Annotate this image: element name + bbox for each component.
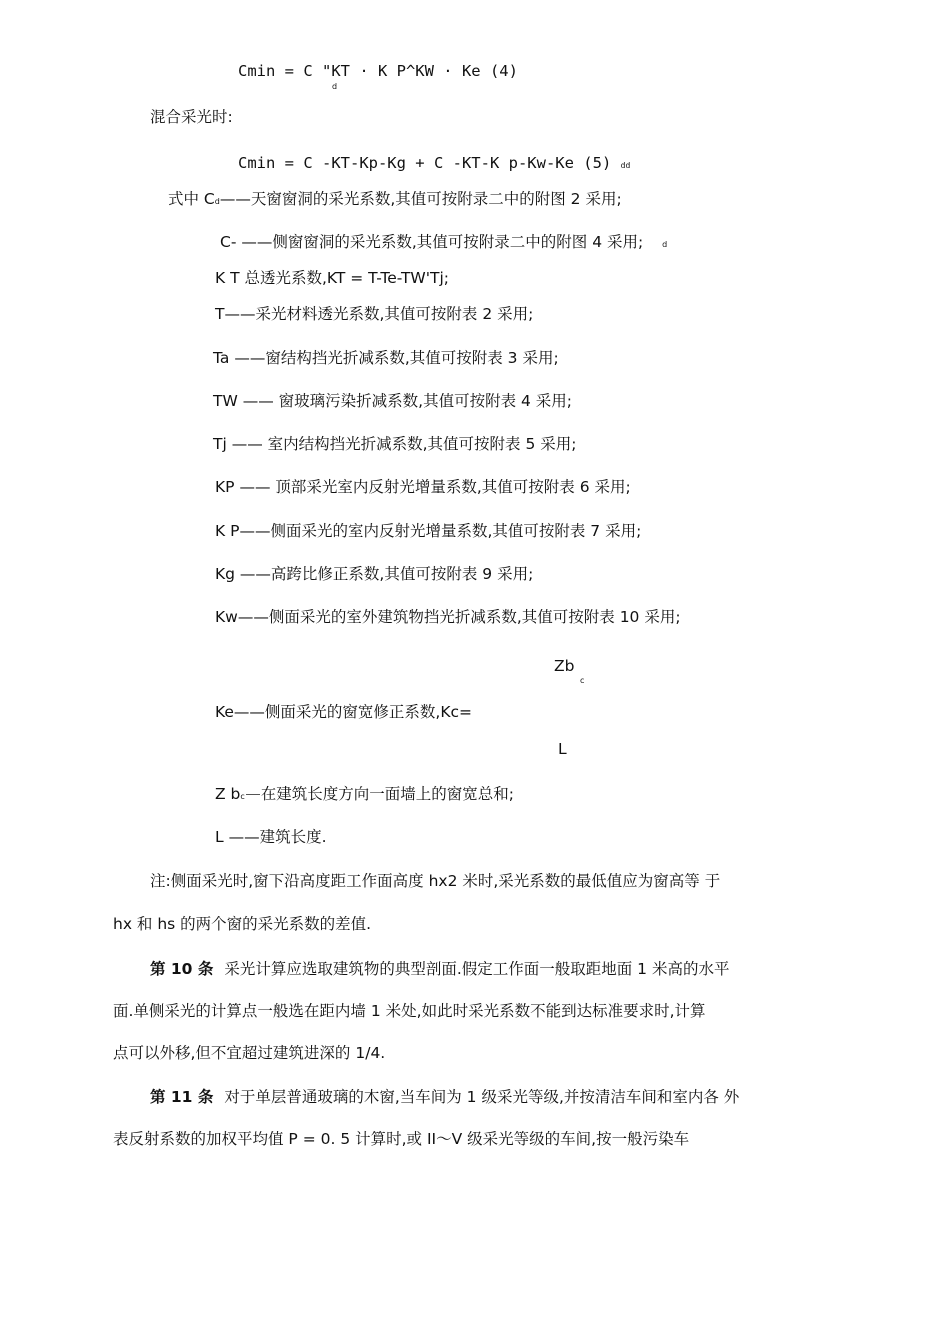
def-t: T——采光材料透光系数,其值可按附表 2 采用; bbox=[215, 305, 534, 323]
formula-5-text: Cmin = C -KT-Kp-Kg + C -KT-K p-Kw-Ke (5) bbox=[238, 154, 612, 172]
def-kp: KP —— 顶部采光室内反射光增量系数,其值可按附表 6 采用; bbox=[215, 478, 631, 496]
def-kw: Kw——侧面采光的室外建筑物挡光折减系数,其值可按附表 10 采用; bbox=[215, 608, 681, 626]
def-c bbox=[220, 233, 667, 252]
def-cd-text: ——天窗窗洞的采光系数,其值可按附录二中的附图 2 采用; bbox=[219, 190, 622, 208]
def-kp-side: K P——侧面采光的室内反射光增量系数,其值可按附表 7 采用; bbox=[215, 522, 642, 540]
mixed-lighting-heading: 混合采光时: bbox=[150, 108, 233, 126]
def-c-sub: d bbox=[662, 240, 668, 249]
fraction-denominator: L bbox=[558, 740, 567, 758]
formula-5-subscript: dd bbox=[620, 161, 631, 170]
def-c-text: C- ——侧窗窗洞的采光系数,其值可按附录二中的附图 4 采用; bbox=[220, 233, 644, 251]
def-zb-dash bbox=[246, 794, 260, 795]
def-cd-sub: d bbox=[214, 197, 220, 206]
fraction-numerator: Zb bbox=[554, 657, 575, 675]
article-11-text-1: 对于单层普通玻璃的木窗,当车间为 1 级采光等级,并按清洁车间和室内各 外 bbox=[224, 1088, 740, 1106]
article-10-line-3: 点可以外移,但不宜超过建筑进深的 1/4. bbox=[113, 1044, 386, 1062]
note-line-1: 注:侧面采光时,窗下沿高度距工作面高度 hx2 米时,采光系数的最低值应为窗高等 于 bbox=[150, 872, 721, 890]
def-cd-prefix: 式中 C bbox=[168, 190, 215, 208]
def-cd bbox=[168, 190, 622, 209]
formula-4 bbox=[238, 62, 518, 81]
formula-5 bbox=[238, 154, 630, 173]
def-zb-sub: c bbox=[240, 792, 245, 801]
formula-4-text: Cmin = C "KT · K P^KW · Ke (4) bbox=[238, 62, 518, 80]
def-tw: TW —— 窗玻璃污染折减系数,其值可按附表 4 采用; bbox=[213, 392, 573, 410]
def-l: L ——建筑长度. bbox=[215, 828, 327, 846]
article-11-label: 第 11 条 bbox=[150, 1088, 214, 1106]
article-10-line-2: 面.单侧采光的计算点一般选在距内墙 1 米处,如此时采光系数不能到达标准要求时,计算 bbox=[113, 1002, 706, 1020]
def-zb-prefix: Z b bbox=[215, 785, 241, 803]
article-10-text-1: 采光计算应选取建筑物的典型剖面.假定工作面一般取距地面 1 米高的水平 bbox=[224, 960, 730, 978]
fraction-numerator-sub: c bbox=[580, 676, 585, 685]
def-zb-text: 在建筑长度方向一面墙上的窗宽总和; bbox=[260, 785, 515, 803]
def-zb bbox=[215, 785, 514, 804]
article-11-line-2: 表反射系数的加权平均值 P = 0. 5 计算时,或 II〜V 级采光等级的车间,按一般污染车 bbox=[113, 1130, 690, 1148]
formula-4-subscript: d bbox=[332, 82, 338, 91]
def-tj: Tj —— 室内结构挡光折减系数,其值可按附表 5 采用; bbox=[213, 435, 577, 453]
article-11-line-1 bbox=[150, 1088, 739, 1107]
article-10-label: 第 10 条 bbox=[150, 960, 214, 978]
def-ke: Ke——侧面采光的窗宽修正系数,Kc= bbox=[215, 703, 473, 721]
def-ta: Ta ——窗结构挡光折减系数,其值可按附表 3 采用; bbox=[213, 349, 559, 367]
def-kg: Kg ——高跨比修正系数,其值可按附表 9 采用; bbox=[215, 565, 534, 583]
def-kt: K T 总透光系数,KT = T-Te-TW'Tj; bbox=[215, 269, 449, 287]
note-line-2: hx 和 hs 的两个窗的采光系数的差值. bbox=[113, 915, 372, 933]
article-10-line-1 bbox=[150, 960, 729, 979]
